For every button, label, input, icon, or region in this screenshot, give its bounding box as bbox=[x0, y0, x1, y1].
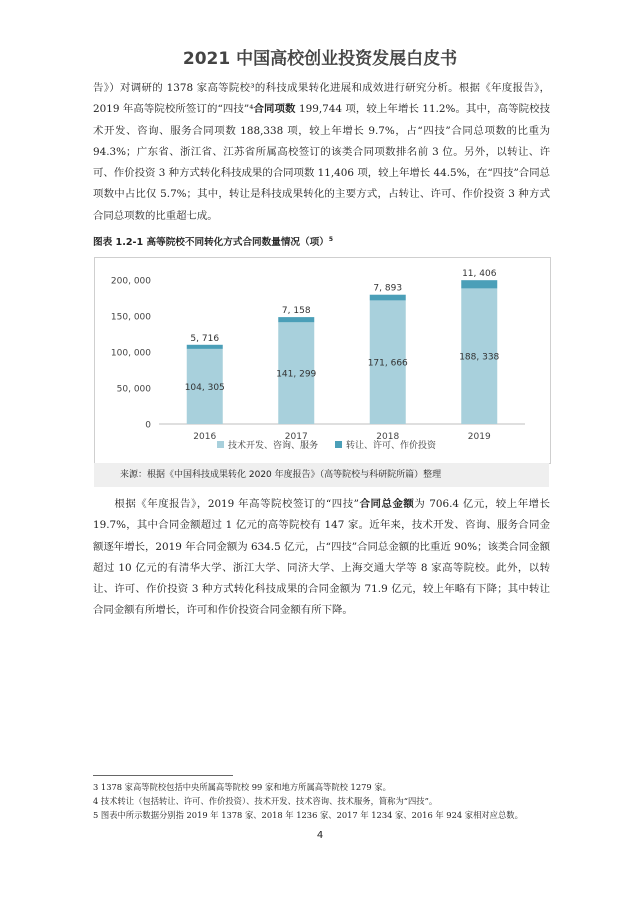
paragraph-2-start: 根据《年度报告》，2019 年高等院校签订的“四技” bbox=[113, 498, 359, 510]
y-tick-label: 200, 000 bbox=[110, 276, 151, 287]
x-tick-label: 2017 bbox=[284, 432, 308, 442]
x-tick-label: 2016 bbox=[193, 432, 217, 442]
bar-segment bbox=[370, 295, 406, 301]
data-label: 11, 406 bbox=[462, 269, 497, 280]
data-label: 171, 666 bbox=[367, 358, 408, 369]
x-tick-label: 2019 bbox=[467, 432, 491, 442]
legend-swatch bbox=[217, 441, 224, 448]
paragraph-2 bbox=[93, 494, 550, 622]
y-tick-label: 0 bbox=[145, 420, 151, 431]
paragraph-2-rest: 为 706.4 亿元，较上年增长 19.7%，其中合同金额超过 1 亿元的高等院校有 147 家。近年来，技术开发、咨询、服务合同金额逐年增长，2019 年合同金额为 634.5 亿元，占“四技”合同总金额的比重近 90%；该类合同金额超过 10 亿元的有清华大学、浙江大学、同济大学、上海交通大学等 8 家高等院校。此外，以转让、许可、作价投资 3 种方式转化科技成果的合同金额为 71.9 亿元，较上年略有下降；其中转让合同金额有所增长，许可和作价投资合同金额有所下降。 bbox=[93, 498, 551, 617]
legend-label: 技术开发、咨询、服务 bbox=[228, 441, 319, 451]
page-number: 4 bbox=[316, 830, 324, 841]
paragraph-1-rest: 199,744 项，较上年增长 11.2%。其中，高等院校技术开发、咨询、服务合同项数 188,338 项，较上年增长 9.7%，占“四技”合同总项数的比重为 94.3%；广东省、浙江省、江苏省所属高校签订的该类合同项数排名前 3 位。另外，以转让、许可、作价投资 3 种方式转化科技成果的合同项数 11,406 项，较上年增长 44.5%，在“四技”合同总项数中占比仅 5.7%；其中，转让是科技成果转化的主要方式，占转让、许可、作价投资 3 种方式合同总项数的比重超七成。 bbox=[93, 103, 550, 222]
data-label: 104, 305 bbox=[184, 382, 225, 393]
legend-swatch bbox=[335, 441, 342, 448]
footnote-divider bbox=[93, 775, 233, 776]
data-label: 141, 299 bbox=[276, 369, 317, 380]
footnote-3: 3 1378 家高等院校包括中央所属高等院校 99 家和地方所属高等院校 1279 家。 bbox=[93, 782, 391, 792]
bar-segment bbox=[187, 345, 223, 349]
footnote-4: 4 技术转让（包括转让、许可、作价投资）、技术开发、技术咨询、技术服务，简称为“四技”。 bbox=[93, 796, 438, 806]
data-label: 7, 893 bbox=[373, 283, 403, 294]
footnote-5: 5 图表中所示数据分别指 2019 年 1378 家、2018 年 1236 家、2017 年 1234 家、2016 年 924 家相对应总数。 bbox=[93, 810, 523, 820]
paragraph-2-bold-term: 合同总金额 bbox=[359, 498, 415, 510]
page-title: 2021 中国高校创业投资发展白皮书 bbox=[182, 49, 458, 69]
figure-caption-text: 图表 1.2-1 高等院校不同转化方式合同数量情况（项） bbox=[93, 237, 329, 248]
data-label: 188, 338 bbox=[459, 352, 500, 363]
x-tick-label: 2018 bbox=[376, 432, 400, 442]
y-tick-label: 150, 000 bbox=[110, 312, 151, 323]
figure-caption-footnote-ref: 5 bbox=[328, 235, 333, 243]
legend-label: 转让、许可、作价投资 bbox=[346, 441, 437, 451]
chart-container bbox=[94, 257, 551, 464]
figure-source-text: 来源：根据《中国科技成果转化 2020 年度报告》（高等院校与科研院所篇）整理 bbox=[120, 470, 442, 480]
figure-source-note bbox=[94, 463, 549, 487]
data-label: 5, 716 bbox=[190, 333, 220, 344]
paragraph-1 bbox=[93, 78, 550, 227]
stacked-bar-chart bbox=[95, 258, 550, 463]
data-label: 7, 158 bbox=[281, 306, 311, 317]
bar-segment bbox=[278, 317, 314, 322]
figure-caption bbox=[93, 234, 333, 248]
y-tick-label: 50, 000 bbox=[116, 384, 151, 395]
paragraph-1-bold-term: 合同项数 bbox=[253, 103, 296, 116]
bar-segment bbox=[461, 280, 497, 288]
paragraph-1-start: 告》）对调研的 1378 家高等院校³的科技成果转化进展和成效进行研究分析。根据《年度报告》，2019 年高等院校所签订的“四技”⁴ bbox=[93, 82, 550, 116]
y-tick-label: 100, 000 bbox=[110, 348, 151, 359]
